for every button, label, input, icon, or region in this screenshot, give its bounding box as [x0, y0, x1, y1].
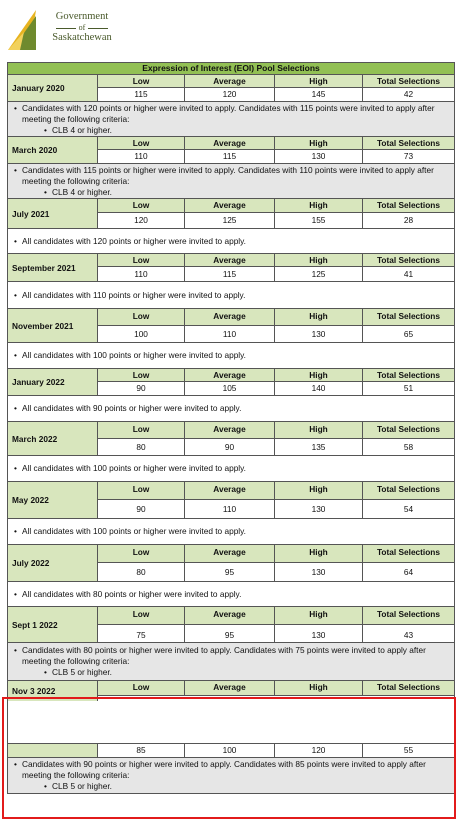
round-note: • Candidates with 115 points or higher were invited to apply. Candidates with 110 points were invited to apply after meeting the following criteria: • CLB 4 or higher. [8, 164, 454, 199]
value-high: 120 [275, 744, 363, 757]
header-average: Average [185, 369, 275, 381]
value-total: 65 [403, 329, 414, 339]
value-high: 140 [275, 382, 363, 395]
note-criteria: CLB 4 or higher. [52, 187, 112, 197]
value-average: 100 [185, 744, 275, 757]
note-text: All candidates with 120 points or higher were invited to apply. [22, 236, 246, 246]
value-average: 125 [185, 213, 275, 228]
blank-gap [8, 701, 454, 743]
value-high: 145 [275, 88, 363, 101]
value-average: 110 [185, 500, 275, 518]
header-total: Total Selections [376, 484, 440, 494]
value-total: 73 [403, 151, 414, 161]
round-block [7, 254, 455, 309]
round-month: Nov 3 2022 [8, 681, 98, 701]
value-average: 115 [185, 267, 275, 281]
round-month: March 2022 [8, 422, 98, 455]
round-note: • Candidates with 120 points or higher were invited to apply. Candidates with 115 points were invited to apply after meeting the following criteria: • CLB 4 or higher. [8, 102, 454, 137]
header-average: Average [185, 607, 275, 624]
header-low: Low [98, 75, 185, 87]
header-high: High [275, 607, 363, 624]
logo-line-3: Saskatchewan [52, 32, 112, 43]
header-average: Average [185, 137, 275, 149]
header-total: Total Selections [376, 682, 440, 692]
header-total: Total Selections [376, 255, 440, 265]
value-high: 130 [275, 500, 363, 518]
header-low: Low [98, 607, 185, 624]
logo-line-2: of [40, 23, 124, 32]
note-criteria: CLB 5 or higher. [52, 667, 112, 677]
round-note: • All candidates with 100 points or higher were invited to apply. [8, 343, 454, 369]
value-average: 90 [185, 439, 275, 455]
header-high: High [275, 369, 363, 381]
round-month: July 2022 [8, 545, 98, 581]
note-text: All candidates with 100 points or higher were invited to apply. [22, 463, 246, 473]
round-block [7, 75, 455, 137]
note-text: All candidates with 90 points or higher were invited to apply. [22, 403, 242, 413]
header-average: Average [185, 545, 275, 562]
value-high: 155 [275, 213, 363, 228]
value-high: 125 [275, 267, 363, 281]
value-low: 85 [98, 744, 185, 757]
value-high: 130 [275, 563, 363, 581]
value-average: 120 [185, 88, 275, 101]
note-text: All candidates with 80 points or higher were invited to apply. [22, 589, 242, 599]
value-total: 55 [403, 745, 414, 755]
saskatchewan-logo [6, 8, 126, 54]
note-text: Candidates with 115 points or higher were invited to apply. Candidates with 110 points were invited to apply after meeting the following criteria: [22, 165, 434, 186]
header-low: Low [98, 137, 185, 149]
value-total: 58 [403, 442, 414, 452]
note-text: All candidates with 100 points or higher were invited to apply. [22, 526, 246, 536]
value-low: 90 [98, 382, 185, 395]
header-average: Average [185, 199, 275, 212]
round-month: January 2020 [8, 75, 98, 101]
value-high: 130 [275, 150, 363, 163]
note-text: Candidates with 80 points or higher were invited to apply. Candidates with 75 points were invited to apply after meeting the following criteria: [22, 645, 426, 666]
round-note: • All candidates with 80 points or higher were invited to apply. [8, 582, 454, 607]
round-block [7, 309, 455, 369]
header-high: High [275, 681, 363, 695]
value-high: 130 [275, 625, 363, 642]
round-month-blank [8, 744, 98, 757]
round-block [7, 545, 455, 607]
header-low: Low [98, 199, 185, 212]
value-low: 120 [98, 213, 185, 228]
note-criteria: CLB 4 or higher. [52, 125, 112, 135]
value-low: 80 [98, 563, 185, 581]
header-total: Total Selections [376, 138, 440, 148]
value-total: 51 [403, 383, 414, 393]
value-high: 135 [275, 439, 363, 455]
note-text: All candidates with 100 points or higher were invited to apply. [22, 350, 246, 360]
value-low: 110 [98, 267, 185, 281]
value-total: 64 [403, 567, 414, 577]
value-low: 75 [98, 625, 185, 642]
value-average: 95 [185, 563, 275, 581]
round-block [7, 137, 455, 199]
round-block [7, 482, 455, 545]
value-average: 115 [185, 150, 275, 163]
value-average: 105 [185, 382, 275, 395]
value-average: 110 [185, 326, 275, 342]
header-average: Average [185, 681, 275, 695]
value-low: 80 [98, 439, 185, 455]
round-note: • All candidates with 120 points or higher were invited to apply. [8, 229, 454, 254]
header-low: Low [98, 681, 185, 695]
header-low: Low [98, 422, 185, 438]
header-high: High [275, 422, 363, 438]
header-low: Low [98, 369, 185, 381]
value-total: 28 [403, 215, 414, 225]
round-month: September 2021 [8, 254, 98, 281]
header-high: High [275, 545, 363, 562]
round-month: March 2020 [8, 137, 98, 163]
value-average: 95 [185, 625, 275, 642]
header-average: Average [185, 254, 275, 266]
header-average: Average [185, 309, 275, 325]
header-total: Total Selections [376, 609, 440, 619]
round-note: • Candidates with 80 points or higher were invited to apply. Candidates with 75 points were invited to apply after meeting the following criteria: • CLB 5 or higher. [8, 643, 454, 681]
header-high: High [275, 254, 363, 266]
note-criteria: CLB 5 or higher. [52, 781, 112, 791]
header-low: Low [98, 482, 185, 499]
table-title: Expression of Interest (EOI) Pool Selections [7, 62, 455, 75]
round-block [7, 199, 455, 254]
header-total: Total Selections [376, 370, 440, 380]
header-average: Average [185, 75, 275, 87]
round-month: July 2021 [8, 199, 98, 228]
header-average: Average [185, 422, 275, 438]
value-low: 100 [98, 326, 185, 342]
wheat-logo-icon [6, 8, 40, 52]
header-high: High [275, 75, 363, 87]
value-total: 43 [403, 630, 414, 640]
note-text: All candidates with 110 points or higher were invited to apply. [22, 290, 246, 300]
note-text: Candidates with 120 points or higher were invited to apply. Candidates with 115 points were invited to apply after meeting the following criteria: [22, 103, 435, 124]
round-note: • All candidates with 110 points or higher were invited to apply. [8, 282, 454, 309]
eoi-table [7, 62, 455, 794]
header-total: Total Selections [376, 424, 440, 434]
header-total: Total Selections [376, 200, 440, 210]
value-total: 41 [403, 269, 414, 279]
round-block [7, 369, 455, 422]
round-month: January 2022 [8, 369, 98, 395]
value-low: 115 [98, 88, 185, 101]
header-total: Total Selections [376, 311, 440, 321]
header-total: Total Selections [376, 76, 440, 86]
round-note: • All candidates with 100 points or higher were invited to apply. [8, 519, 454, 545]
header-low: Low [98, 545, 185, 562]
round-note: • All candidates with 100 points or higher were invited to apply. [8, 456, 454, 482]
round-note: • All candidates with 90 points or higher were invited to apply. [8, 396, 454, 422]
header-total: Total Selections [376, 547, 440, 557]
round-block [7, 681, 455, 794]
round-block [7, 607, 455, 681]
note-text: Candidates with 90 points or higher were invited to apply. Candidates with 85 points were invited to apply after meeting the following criteria: [22, 759, 426, 780]
logo-line-1: Government [55, 11, 109, 22]
header-high: High [275, 137, 363, 149]
round-month: Sept 1 2022 [8, 607, 98, 642]
header-average: Average [185, 482, 275, 499]
value-low: 110 [98, 150, 185, 163]
round-month: November 2021 [8, 309, 98, 342]
round-block [7, 422, 455, 482]
header-high: High [275, 482, 363, 499]
round-note: • Candidates with 90 points or higher were invited to apply. Candidates with 85 points were invited to apply after meeting the following criteria: • CLB 5 or higher. [8, 758, 454, 794]
round-month: May 2022 [8, 482, 98, 518]
header-low: Low [98, 254, 185, 266]
header-low: Low [98, 309, 185, 325]
header-high: High [275, 309, 363, 325]
value-total: 42 [403, 89, 414, 99]
value-total: 54 [403, 504, 414, 514]
value-high: 130 [275, 326, 363, 342]
value-low: 90 [98, 500, 185, 518]
header-high: High [275, 199, 363, 212]
